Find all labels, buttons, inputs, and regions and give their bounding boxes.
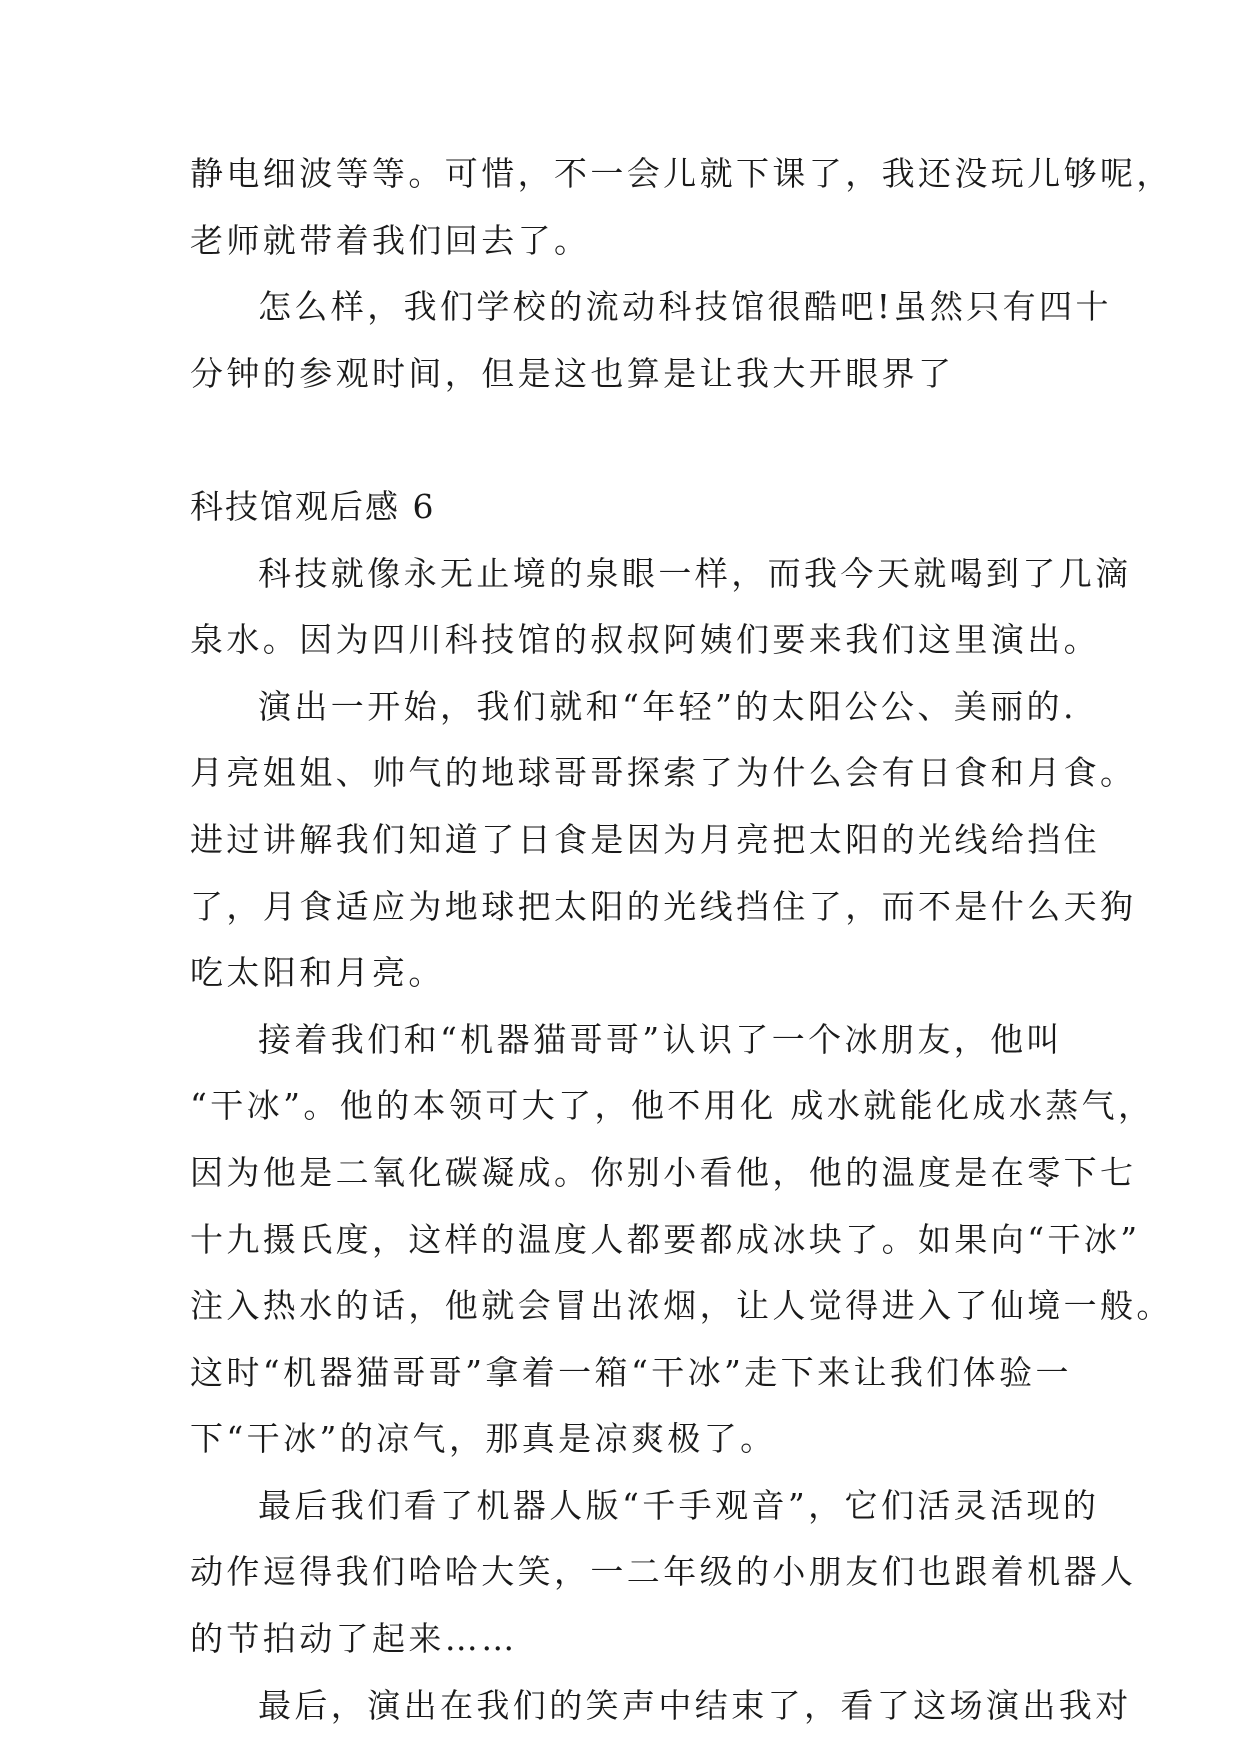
text-line: “干冰”。他的本领可大了，他不用化 成水就能化成水蒸气， (190, 1086, 1155, 1126)
text-line: 动作逗得我们哈哈大笑，一二年级的小朋友们也跟着机器人 (190, 1552, 1137, 1592)
section-title: 科技馆观后感 6 (190, 486, 436, 526)
paragraph-start-line: 接着我们和“机器猫哥哥”认识了一个冰朋友，他叫 (258, 1019, 1063, 1059)
text-line: 吃太阳和月亮。 (190, 953, 445, 993)
text-line: 进过讲解我们知道了日食是因为月亮把太阳的光线给挡住 (190, 819, 1100, 859)
paragraph-start-line: 怎么样，我们学校的流动科技馆很酷吧!虽然只有四十 (258, 287, 1112, 327)
text-line: 泉水。因为四川科技馆的叔叔阿姨们要来我们这里演出。 (190, 620, 1100, 660)
text-line: 的节拍动了起来…… (190, 1619, 518, 1659)
paragraph-start-line: 科技就像永无止境的泉眼一样，而我今天就喝到了几滴 (258, 553, 1132, 593)
section-gap (190, 407, 1070, 474)
paragraph-start-line: 最后，演出在我们的笑声中结束了，看了这场演出我对 (258, 1685, 1132, 1725)
text-line: 分钟的参观时间，但是这也算是让我大开眼界了 (190, 353, 955, 393)
paragraph-start-line: 演出一开始，我们就和“年轻”的太阳公公、美丽的. (258, 686, 1077, 726)
text-line: 注入热水的话，他就会冒出浓烟，让人觉得进入了仙境一般。 (190, 1286, 1173, 1326)
paragraph-start-line: 最后我们看了机器人版“千手观音”，它们活灵活现的 (258, 1485, 1100, 1525)
text-line: 这时“机器猫哥哥”拿着一箱“干冰”走下来让我们体验一 (190, 1352, 1072, 1392)
text-line: 静电细波等等。可惜，不一会儿就下课了，我还没玩儿够呢， (190, 154, 1173, 193)
text-line: 十九摄氏度，这样的温度人都要都成冰块了。如果向“干冰” (190, 1219, 1141, 1259)
text-line: 下“干冰”的凉气，那真是凉爽极了。 (190, 1419, 777, 1459)
text-line: 了，月食适应为地球把太阳的光线挡住了，而不是什么天狗 (190, 886, 1137, 926)
document-body (190, 141, 1173, 1739)
text-line: 月亮姐姐、帅气的地球哥哥探索了为什么会有日食和月食。 (190, 753, 1137, 793)
text-line: 因为他是二氧化碳凝成。你别小看他，他的温度是在零下七 (190, 1152, 1137, 1192)
text-line: 老师就带着我们回去了。 (190, 220, 591, 260)
